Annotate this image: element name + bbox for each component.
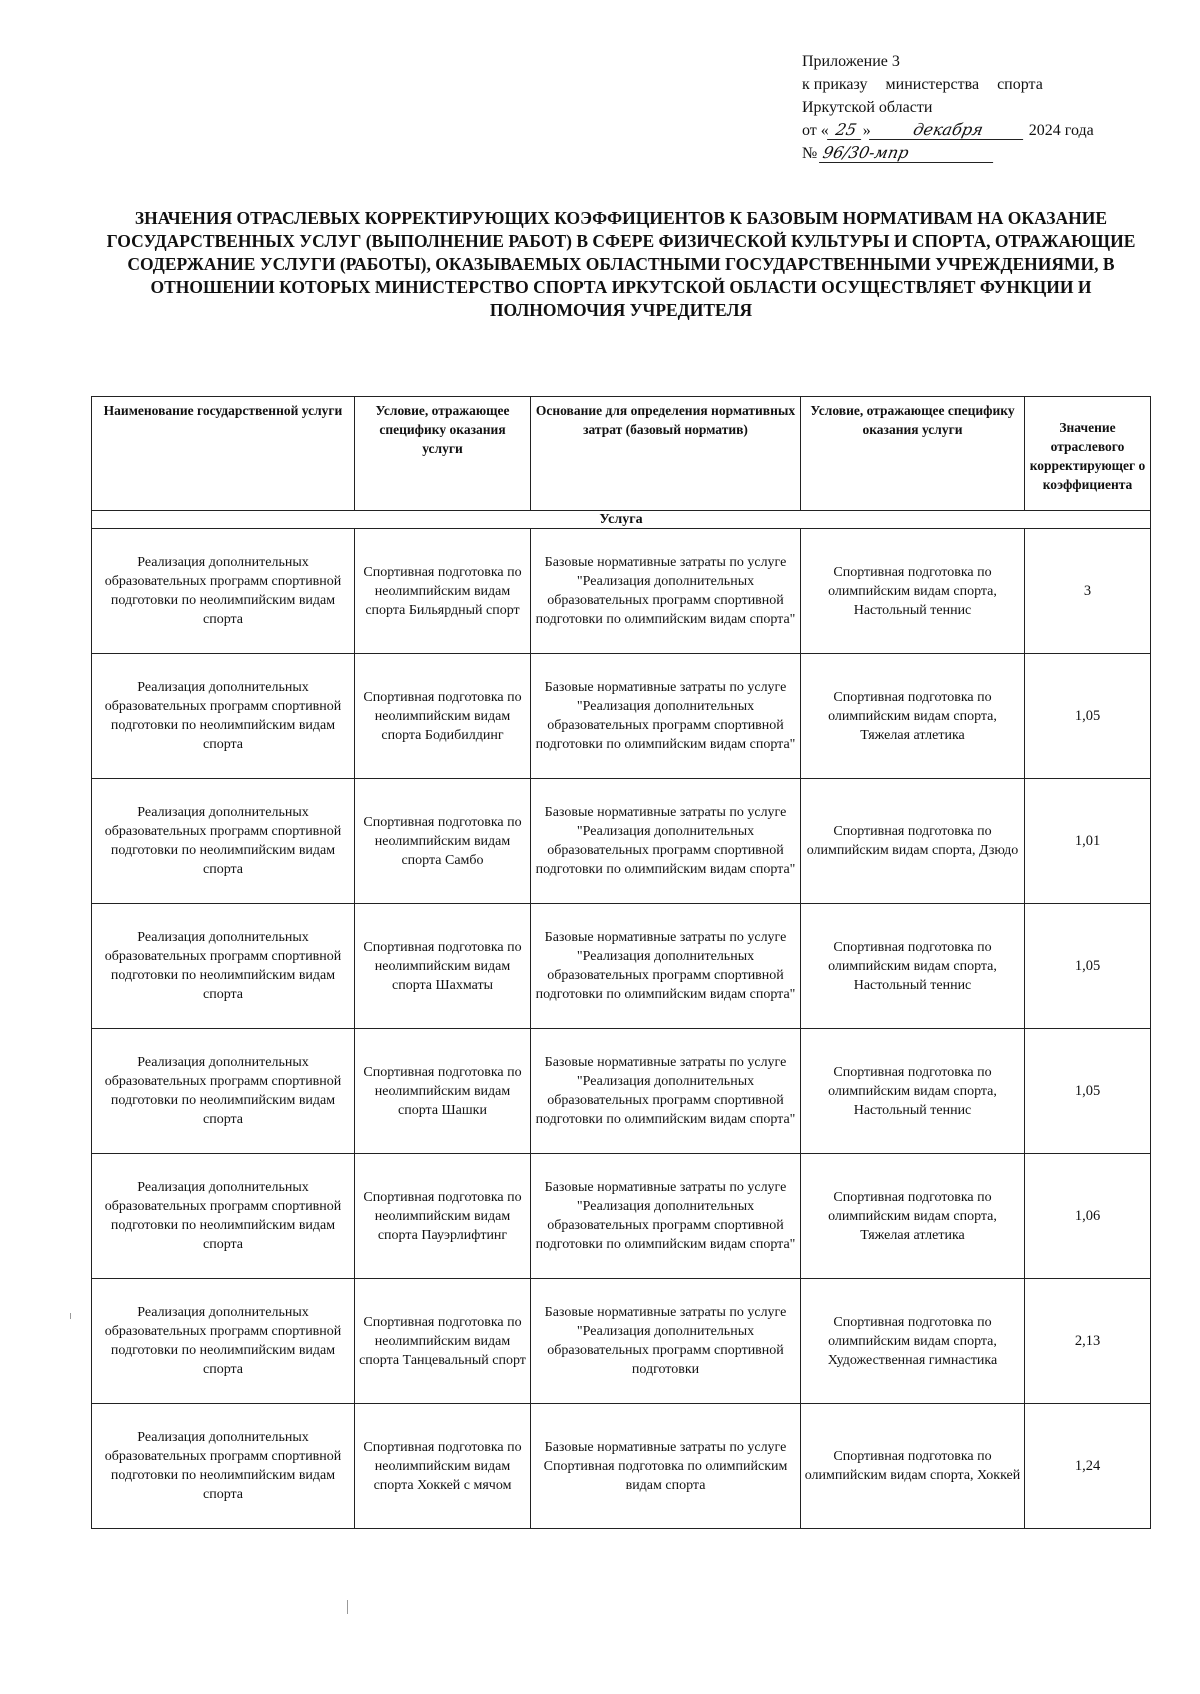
table-row xyxy=(92,1404,1151,1529)
cell-condition: Спортивная подготовка по неолимпийским видам спорта Танцевальный спорт xyxy=(355,1279,531,1404)
cell-condition-2: Спортивная подготовка по олимпийским видам спорта, Художественная гимнастика xyxy=(801,1279,1025,1404)
cell-condition: Спортивная подготовка по неолимпийским видам спорта Шашки xyxy=(355,1029,531,1154)
cell-condition-2: Спортивная подготовка по олимпийским видам спорта, Настольный теннис xyxy=(801,529,1025,654)
cell-condition: Спортивная подготовка по неолимпийским видам спорта Бильярдный спорт xyxy=(355,529,531,654)
cell-basis: Базовые нормативные затраты по услуге "Реализация дополнительных образовательных программ спортивной подготовки по олимпийским видам спорта" xyxy=(531,779,801,904)
number-label: № xyxy=(802,145,818,162)
table-row xyxy=(92,779,1151,904)
cell-condition: Спортивная подготовка по неолимпийским видам спорта Бодибилдинг xyxy=(355,654,531,779)
scan-artifact-mark xyxy=(347,1600,348,1614)
cell-coefficient: 1,24 xyxy=(1025,1404,1151,1529)
table-row xyxy=(92,1279,1151,1404)
cell-basis: Базовые нормативные затраты по услуге "Реализация дополнительных образовательных программ спортивной подготовки по олимпийским видам спорта" xyxy=(531,654,801,779)
table-row xyxy=(92,1029,1151,1154)
appendix-line-2 xyxy=(802,73,1102,96)
header-basis: Основание для определения нормативных затрат (базовый норматив) xyxy=(531,397,801,511)
document-title: ЗНАЧЕНИЯ ОТРАСЛЕВЫХ КОРРЕКТИРУЮЩИХ КОЭФФИЦИЕНТОВ К БАЗОВЫМ НОРМАТИВАМ НА ОКАЗАНИЕ ГОСУДАРСТВЕННЫХ УСЛУГ (ВЫПОЛНЕНИЕ РАБОТ) В СФЕРЕ ФИЗИЧЕСКОЙ КУЛЬТУРЫ И СПОРТА, ОТРАЖАЮЩИЕ СОДЕРЖАНИЕ УСЛУГИ (РАБОТЫ), ОКАЗЫВАЕМЫХ ОБЛАСТНЫМИ ГОСУДАРСТВЕННЫМИ УЧРЕЖДЕНИЯМИ, В ОТНОШЕНИИ КОТОРЫХ МИНИСТЕРСТВО СПОРТА ИРКУТСКОЙ ОБЛАСТИ ОСУЩЕСТВЛЯЕТ ФУНКЦИИ И ПОЛНОМОЧИЯ УЧРЕДИТЕЛЯ xyxy=(106,208,1136,320)
date-year: 2024 года xyxy=(1028,122,1094,139)
cell-basis: Базовые нормативные затраты по услуге Спортивная подготовка по олимпийским видам спорта xyxy=(531,1404,801,1529)
cell-condition-2: Спортивная подготовка по олимпийским видам спорта, Настольный теннис xyxy=(801,1029,1025,1154)
cell-condition: Спортивная подготовка по неолимпийским видам спорта Шахматы xyxy=(355,904,531,1029)
cell-coefficient: 1,06 xyxy=(1025,1154,1151,1279)
cell-condition-2: Спортивная подготовка по олимпийским видам спорта, Хоккей xyxy=(801,1404,1025,1529)
cell-condition-2: Спортивная подготовка по олимпийским видам спорта, Дзюдо xyxy=(801,779,1025,904)
header-service-name: Наименование государственной услуги xyxy=(92,397,355,511)
cell-service: Реализация дополнительных образовательных программ спортивной подготовки по неолимпийским видам спорта xyxy=(92,904,355,1029)
cell-basis: Базовые нормативные затраты по услуге "Реализация дополнительных образовательных программ спортивной подготовки по олимпийским видам спорта" xyxy=(531,1029,801,1154)
cell-service: Реализация дополнительных образовательных программ спортивной подготовки по неолимпийским видам спорта xyxy=(92,654,355,779)
appendix-sport-word: спорта xyxy=(997,76,1043,93)
date-open-quote: « xyxy=(820,122,829,139)
header-condition-2: Условие, отражающее специфику оказания услуги xyxy=(801,397,1025,511)
section-row xyxy=(92,511,1151,529)
cell-service: Реализация дополнительных образовательных программ спортивной подготовки по неолимпийским видам спорта xyxy=(92,1404,355,1529)
table-row xyxy=(92,904,1151,1029)
header-condition: Условие, отражающее специфику оказания услуги xyxy=(355,397,531,511)
handwritten-day: 25 xyxy=(827,121,865,140)
cell-coefficient: 1,05 xyxy=(1025,1029,1151,1154)
handwritten-order-number: 96/30-мпр xyxy=(819,144,997,163)
cell-condition-2: Спортивная подготовка по олимпийским видам спорта, Тяжелая атлетика xyxy=(801,654,1025,779)
appendix-line-3: Иркутской области xyxy=(802,99,933,116)
date-from-label: от xyxy=(802,122,817,139)
cell-condition: Спортивная подготовка по неолимпийским видам спорта Самбо xyxy=(355,779,531,904)
cell-coefficient: 3 xyxy=(1025,529,1151,654)
cell-basis: Базовые нормативные затраты по услуге "Реализация дополнительных образовательных программ спортивной подготовки по олимпийским видам спорта" xyxy=(531,529,801,654)
cell-coefficient: 1,05 xyxy=(1025,904,1151,1029)
cell-coefficient: 2,13 xyxy=(1025,1279,1151,1404)
cell-coefficient: 1,01 xyxy=(1025,779,1151,904)
scan-artifact-mark xyxy=(70,1313,71,1319)
table-row xyxy=(92,529,1151,654)
appendix-line-1: Приложение 3 xyxy=(802,53,900,70)
cell-condition-2: Спортивная подготовка по олимпийским видам спорта, Настольный теннис xyxy=(801,904,1025,1029)
date-close-quote: » xyxy=(862,122,871,139)
appendix-block xyxy=(802,50,1102,165)
appendix-ministry-word: министерства xyxy=(885,76,980,93)
appendix-order-word: к приказу xyxy=(802,76,868,93)
cell-condition-2: Спортивная подготовка по олимпийским видам спорта, Тяжелая атлетика xyxy=(801,1154,1025,1279)
cell-coefficient: 1,05 xyxy=(1025,654,1151,779)
section-label: Услуга xyxy=(92,511,1151,529)
appendix-number-line xyxy=(802,142,1102,165)
cell-service: Реализация дополнительных образовательных программ спортивной подготовки по неолимпийским видам спорта xyxy=(92,529,355,654)
cell-service: Реализация дополнительных образовательных программ спортивной подготовки по неолимпийским видам спорта xyxy=(92,1279,355,1404)
table-row xyxy=(92,1154,1151,1279)
cell-service: Реализация дополнительных образовательных программ спортивной подготовки по неолимпийским видам спорта xyxy=(92,1154,355,1279)
cell-basis: Базовые нормативные затраты по услуге "Реализация дополнительных образовательных программ спортивной подготовки по олимпийским видам спорта" xyxy=(531,1154,801,1279)
cell-basis: Базовые нормативные затраты по услуге "Реализация дополнительных образовательных программ спортивной подготовки по олимпийским видам спорта" xyxy=(531,904,801,1029)
cell-condition: Спортивная подготовка по неолимпийским видам спорта Пауэрлифтинг xyxy=(355,1154,531,1279)
table-row xyxy=(92,654,1151,779)
cell-condition: Спортивная подготовка по неолимпийским видам спорта Хоккей с мячом xyxy=(355,1404,531,1529)
cell-service: Реализация дополнительных образовательных программ спортивной подготовки по неолимпийским видам спорта xyxy=(92,779,355,904)
table-header-row xyxy=(92,397,1151,511)
cell-service: Реализация дополнительных образовательных программ спортивной подготовки по неолимпийским видам спорта xyxy=(92,1029,355,1154)
cell-basis: Базовые нормативные затраты по услуге "Реализация дополнительных образовательных программ спортивной подготовки xyxy=(531,1279,801,1404)
appendix-date-line xyxy=(802,119,1102,142)
header-coefficient-value: Значение отраслевого корректирующег о коэффициента xyxy=(1025,397,1151,511)
handwritten-month: декабря xyxy=(869,121,1027,140)
coefficients-table xyxy=(91,396,1151,1529)
